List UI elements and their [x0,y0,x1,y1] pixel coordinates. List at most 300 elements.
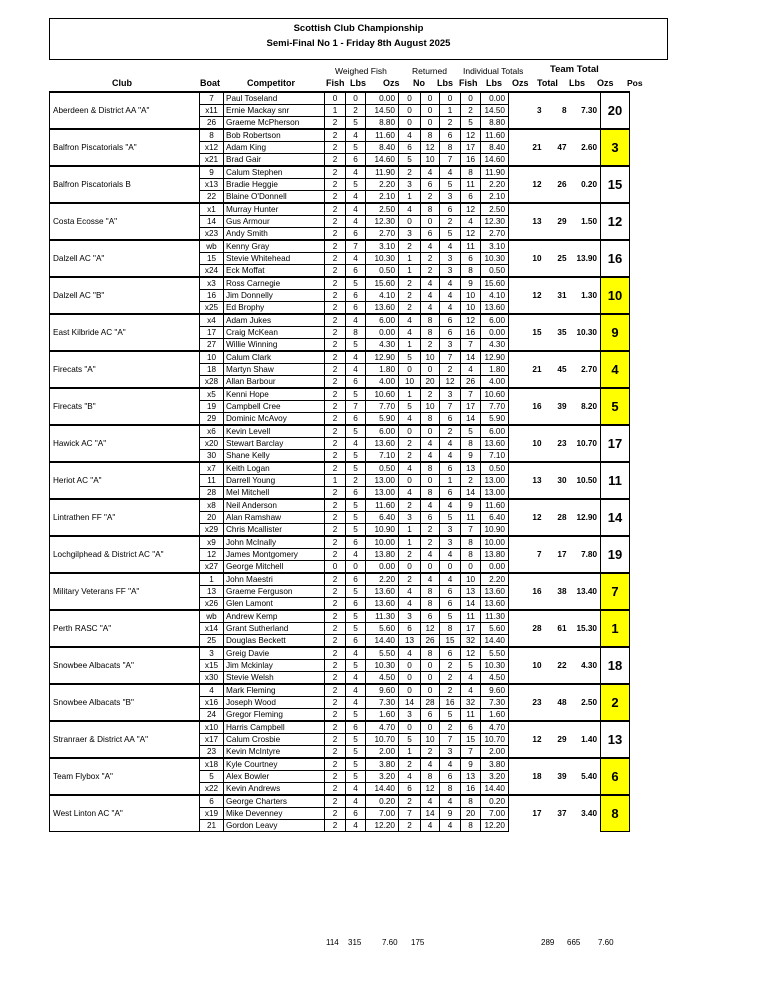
returned-no: 5 [399,401,421,413]
individual-lbs: 6 [461,721,481,734]
weighed-ozs: 6.00 [366,425,399,438]
individual-fish: 12 [440,376,461,389]
competitor-name: Dominic McAvoy [224,413,325,426]
returned-no: 4 [399,771,421,783]
returned-lbs: 2 [421,191,440,204]
individual-fish: 3 [440,339,461,352]
returned-no: 4 [399,203,421,216]
weighed-lbs: 4 [346,314,366,327]
boat-cell: 30 [200,450,224,463]
team-lbs: 35 [545,314,570,351]
individual-fish: 6 [440,413,461,426]
team-lbs: 22 [545,647,570,684]
team-ozs: 13.40 [570,573,601,610]
individual-fish: 4 [440,166,461,179]
returned-no: 6 [399,623,421,635]
individual-fish: 4 [440,820,461,832]
individual-lbs: 17 [461,142,481,154]
individual-ozs: 11.90 [481,166,509,179]
individual-lbs: 11 [461,179,481,191]
boat-cell: 12 [200,549,224,561]
returned-no: 3 [399,610,421,623]
returned-no: 3 [399,228,421,241]
boat-cell: wb [200,610,224,623]
returned-lbs: 4 [421,302,440,315]
weighed-ozs: 2.10 [366,191,399,204]
individual-ozs: 4.10 [481,290,509,302]
competitor-name: Darrell Young [224,475,325,487]
position-cell: 3 [601,129,630,166]
individual-lbs: 14 [461,351,481,364]
team-ozs: 1.30 [570,277,601,314]
weighed-ozs: 9.60 [366,684,399,697]
team-ozs: 8.20 [570,388,601,425]
position-cell: 19 [601,536,630,573]
individual-lbs: 32 [461,635,481,648]
weighed-fish-count: 2 [325,203,346,216]
individual-fish: 8 [440,142,461,154]
returned-no: 1 [399,388,421,401]
header-weighed-fish: Weighed Fish [335,66,387,76]
returned-no: 4 [399,413,421,426]
individual-ozs: 8.40 [481,142,509,154]
returned-no: 3 [399,512,421,524]
position-cell: 17 [601,425,630,462]
individual-lbs: 16 [461,783,481,796]
header-boat: Boat [200,78,220,88]
individual-fish: 4 [440,450,461,463]
weighed-ozs: 13.60 [366,598,399,611]
returned-lbs: 8 [421,203,440,216]
weighed-lbs: 6 [346,228,366,241]
competitor-name: Brad Gair [224,154,325,167]
individual-fish: 5 [440,512,461,524]
weighed-fish-count: 2 [325,364,346,376]
individual-fish: 4 [440,499,461,512]
weighed-lbs: 5 [346,339,366,352]
weighed-fish-count: 2 [325,549,346,561]
individual-ozs: 4.50 [481,672,509,685]
weighed-fish-count: 2 [325,339,346,352]
weighed-ozs: 1.80 [366,364,399,376]
team-lbs: 48 [545,684,570,721]
competitor-name: Douglas Beckett [224,635,325,648]
weighed-ozs: 10.30 [366,660,399,672]
individual-ozs: 10.30 [481,253,509,265]
returned-lbs: 0 [421,117,440,130]
weighed-ozs: 10.00 [366,536,399,549]
individual-lbs: 6 [461,253,481,265]
position-cell: 13 [601,721,630,758]
individual-fish: 5 [440,709,461,722]
boat-cell: 4 [200,684,224,697]
weighed-lbs: 5 [346,388,366,401]
individual-ozs: 11.30 [481,610,509,623]
weighed-lbs: 6 [346,154,366,167]
club-name: Snowbee Albacats "A" [50,647,200,684]
weighed-lbs: 5 [346,660,366,672]
weighed-ozs: 4.70 [366,721,399,734]
weighed-fish-count: 2 [325,709,346,722]
individual-ozs: 6.40 [481,512,509,524]
weighed-lbs: 5 [346,771,366,783]
team-total: 10 [509,240,545,277]
returned-no: 0 [399,117,421,130]
returned-lbs: 4 [421,240,440,253]
individual-lbs: 11 [461,610,481,623]
individual-ozs: 10.70 [481,734,509,746]
weighed-ozs: 13.60 [366,438,399,450]
boat-cell: x30 [200,672,224,685]
returned-lbs: 8 [421,327,440,339]
team-ozs: 15.30 [570,610,601,647]
total-lbs: 315 [348,938,362,947]
weighed-fish-count: 2 [325,425,346,438]
competitor-name: Gus Armour [224,216,325,228]
boat-cell: x3 [200,277,224,290]
individual-ozs: 7.10 [481,450,509,463]
returned-no: 1 [399,746,421,759]
returned-lbs: 0 [421,721,440,734]
individual-fish: 8 [440,623,461,635]
boat-cell: x19 [200,808,224,820]
weighed-fish-count: 2 [325,388,346,401]
table-row [50,425,630,438]
returned-no: 13 [399,635,421,648]
weighed-lbs: 5 [346,277,366,290]
individual-fish: 5 [440,179,461,191]
weighed-fish-count: 2 [325,228,346,241]
page-subtitle: Semi-Final No 1 - Friday 8th August 2025 [266,38,451,49]
weighed-fish-count: 2 [325,721,346,734]
position-cell: 18 [601,647,630,684]
weighed-ozs: 10.90 [366,524,399,537]
club-name: Snowbee Albacats "B" [50,684,200,721]
weighed-ozs: 3.80 [366,758,399,771]
weighed-fish-count: 2 [325,401,346,413]
competitor-name: Jim Mckinlay [224,660,325,672]
competitor-name: Neil Anderson [224,499,325,512]
weighed-ozs: 11.90 [366,166,399,179]
individual-fish: 6 [440,647,461,660]
returned-no: 1 [399,339,421,352]
individual-lbs: 6 [461,191,481,204]
table-row [50,314,630,327]
header-ind-fish: Fish [459,78,478,88]
individual-ozs: 3.20 [481,771,509,783]
competitor-name: Kyle Courtney [224,758,325,771]
individual-fish: 2 [440,721,461,734]
team-total: 12 [509,721,545,758]
club-name: Perth RASC "A" [50,610,200,647]
competitor-name: Chris Mcallister [224,524,325,537]
weighed-lbs: 6 [346,721,366,734]
competitor-name: Willie Winning [224,339,325,352]
club-name: West Linton AC "A" [50,795,200,832]
competitor-name: Allan Barbour [224,376,325,389]
competitor-name: Bob Robertson [224,129,325,142]
individual-lbs: 15 [461,734,481,746]
weighed-lbs: 5 [346,142,366,154]
boat-cell: 27 [200,339,224,352]
returned-no: 3 [399,709,421,722]
individual-lbs: 13 [461,771,481,783]
weighed-ozs: 10.60 [366,388,399,401]
competitor-name: Shane Kelly [224,450,325,463]
returned-lbs: 0 [421,105,440,117]
individual-fish: 15 [440,635,461,648]
weighed-lbs: 5 [346,462,366,475]
individual-ozs: 0.50 [481,265,509,278]
weighed-ozs: 2.00 [366,746,399,759]
returned-no: 2 [399,499,421,512]
returned-no: 1 [399,524,421,537]
returned-no: 6 [399,142,421,154]
team-ozs: 1.40 [570,721,601,758]
returned-lbs: 4 [421,277,440,290]
team-total: 3 [509,92,545,129]
individual-ozs: 14.40 [481,635,509,648]
boat-cell: x6 [200,425,224,438]
boat-cell: x21 [200,154,224,167]
weighed-lbs: 6 [346,635,366,648]
individual-lbs: 9 [461,758,481,771]
club-name: Costa Ecosse "A" [50,203,200,240]
weighed-lbs: 5 [346,524,366,537]
individual-lbs: 11 [461,709,481,722]
position-cell: 7 [601,573,630,610]
weighed-lbs: 4 [346,438,366,450]
weighed-lbs: 6 [346,413,366,426]
weighed-ozs: 2.20 [366,573,399,586]
boat-cell: 24 [200,709,224,722]
returned-lbs: 0 [421,364,440,376]
individual-ozs: 2.10 [481,191,509,204]
team-lbs: 47 [545,129,570,166]
header-team-ozs: Ozs [597,78,614,88]
boat-cell: x16 [200,697,224,709]
team-total: 12 [509,166,545,203]
weighed-ozs: 0.50 [366,265,399,278]
position-cell: 12 [601,203,630,240]
weighed-lbs: 4 [346,647,366,660]
returned-lbs: 2 [421,746,440,759]
weighed-lbs: 4 [346,549,366,561]
weighed-lbs: 4 [346,684,366,697]
competitor-name: Andy Smith [224,228,325,241]
returned-no: 2 [399,573,421,586]
weighed-fish-count: 2 [325,314,346,327]
competitor-name: Greig Davie [224,647,325,660]
weighed-lbs: 5 [346,610,366,623]
returned-no: 1 [399,191,421,204]
weighed-ozs: 12.20 [366,820,399,832]
competitor-name: Calum Stephen [224,166,325,179]
returned-no: 0 [399,216,421,228]
returned-no: 4 [399,314,421,327]
individual-ozs: 13.60 [481,598,509,611]
individual-fish: 9 [440,808,461,820]
weighed-lbs: 0 [346,561,366,574]
header-fish: Fish [326,78,345,88]
individual-lbs: 2 [461,105,481,117]
individual-fish: 7 [440,734,461,746]
boat-cell: 16 [200,290,224,302]
returned-no: 4 [399,586,421,598]
team-ozs: 3.40 [570,795,601,832]
returned-lbs: 10 [421,401,440,413]
individual-lbs: 26 [461,376,481,389]
weighed-fish-count: 2 [325,166,346,179]
weighed-lbs: 2 [346,475,366,487]
returned-no: 0 [399,92,421,105]
individual-ozs: 14.50 [481,105,509,117]
competitor-name: Mark Fleming [224,684,325,697]
returned-no: 5 [399,351,421,364]
weighed-fish-count: 2 [325,623,346,635]
team-total: 16 [509,388,545,425]
position-cell: 4 [601,351,630,388]
returned-lbs: 6 [421,228,440,241]
club-name: East Kilbride AC "A" [50,314,200,351]
weighed-ozs: 14.40 [366,783,399,796]
weighed-lbs: 5 [346,499,366,512]
weighed-ozs: 13.60 [366,302,399,315]
boat-cell: 21 [200,820,224,832]
returned-lbs: 0 [421,216,440,228]
returned-no: 0 [399,660,421,672]
individual-ozs: 14.40 [481,783,509,796]
returned-no: 7 [399,808,421,820]
weighed-fish-count: 2 [325,635,346,648]
total-fish: 114 [326,938,339,947]
weighed-lbs: 0 [346,92,366,105]
team-lbs: 38 [545,573,570,610]
boat-cell: 9 [200,166,224,179]
returned-no: 4 [399,129,421,142]
returned-lbs: 2 [421,339,440,352]
individual-lbs: 7 [461,524,481,537]
header-team-lbs: Lbs [569,78,586,88]
header-club: Club [112,78,132,88]
individual-lbs: 7 [461,339,481,352]
team-lbs: 31 [545,277,570,314]
weighed-lbs: 2 [346,105,366,117]
team-total: 16 [509,573,545,610]
position-cell: 9 [601,314,630,351]
individual-ozs: 5.60 [481,623,509,635]
individual-fish: 0 [440,92,461,105]
individual-fish: 6 [440,598,461,611]
individual-fish: 7 [440,154,461,167]
table-row [50,166,630,179]
header-individual-totals: Individual Totals [463,66,524,76]
header-competitor: Competitor [247,78,295,88]
team-ozs: 4.30 [570,647,601,684]
weighed-ozs: 0.00 [366,327,399,339]
returned-lbs: 8 [421,487,440,500]
team-lbs: 17 [545,536,570,573]
returned-lbs: 8 [421,771,440,783]
boat-cell: x13 [200,179,224,191]
individual-lbs: 20 [461,808,481,820]
boat-cell: x22 [200,783,224,796]
individual-ozs: 12.20 [481,820,509,832]
boat-cell: 25 [200,635,224,648]
competitor-name: John McInally [224,536,325,549]
returned-no: 2 [399,549,421,561]
boat-cell: x14 [200,623,224,635]
table-row [50,795,630,808]
returned-no: 10 [399,376,421,389]
weighed-fish-count: 2 [325,746,346,759]
team-total: 21 [509,129,545,166]
individual-ozs: 7.00 [481,808,509,820]
individual-lbs: 17 [461,623,481,635]
competitor-name: Adam Jukes [224,314,325,327]
competitor-name: Eck Moffat [224,265,325,278]
weighed-ozs: 11.30 [366,610,399,623]
individual-ozs: 10.60 [481,388,509,401]
competitor-name: Ed Brophy [224,302,325,315]
competitor-name: Ernie Mackay snr [224,105,325,117]
position-cell: 8 [601,795,630,832]
weighed-fish-count: 2 [325,438,346,450]
returned-no: 3 [399,179,421,191]
individual-ozs: 6.00 [481,314,509,327]
weighed-lbs: 5 [346,117,366,130]
weighed-lbs: 4 [346,795,366,808]
returned-lbs: 4 [421,166,440,179]
returned-no: 4 [399,462,421,475]
position-cell: 14 [601,499,630,536]
returned-lbs: 0 [421,561,440,574]
weighed-ozs: 4.30 [366,339,399,352]
returned-no: 0 [399,684,421,697]
weighed-lbs: 4 [346,129,366,142]
weighed-fish-count: 2 [325,450,346,463]
team-lbs: 28 [545,499,570,536]
competitor-name: Mel Mitchell [224,487,325,500]
weighed-ozs: 0.00 [366,561,399,574]
boat-cell: 29 [200,413,224,426]
team-total: 10 [509,647,545,684]
weighed-lbs: 4 [346,820,366,832]
weighed-ozs: 4.50 [366,672,399,685]
weighed-fish-count: 1 [325,105,346,117]
returned-no: 4 [399,598,421,611]
returned-no: 1 [399,253,421,265]
individual-lbs: 7 [461,388,481,401]
team-ozs: 2.60 [570,129,601,166]
individual-fish: 7 [440,401,461,413]
individual-fish: 6 [440,314,461,327]
returned-no: 2 [399,450,421,463]
competitor-name: Kevin McIntyre [224,746,325,759]
total-returned-no: 175 [411,938,425,947]
weighed-ozs: 13.60 [366,586,399,598]
returned-lbs: 6 [421,179,440,191]
weighed-ozs: 7.00 [366,808,399,820]
weighed-lbs: 6 [346,598,366,611]
competitor-name: Andrew Kemp [224,610,325,623]
boat-cell: 13 [200,586,224,598]
individual-fish: 4 [440,549,461,561]
individual-fish: 3 [440,253,461,265]
returned-no: 2 [399,277,421,290]
individual-ozs: 0.00 [481,92,509,105]
weighed-ozs: 7.10 [366,450,399,463]
